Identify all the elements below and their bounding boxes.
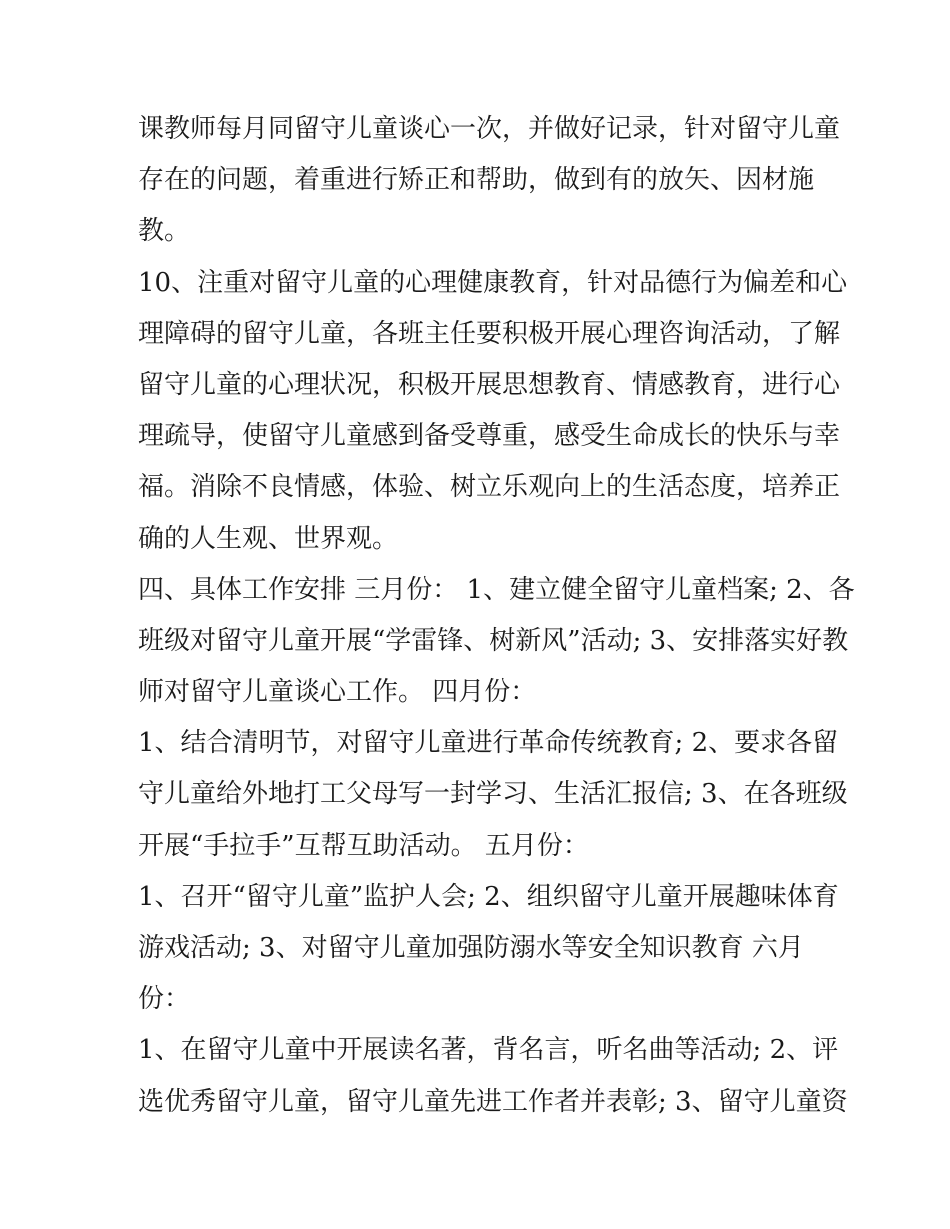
text-line-7: 理疏导，使留守儿童感到备受尊重，感受生命成长的快乐与幸 [138,421,841,452]
body-text [138,104,855,1128]
text-line-15: 开展“手拉手”互帮互助活动。 五月份： [138,830,589,861]
text-line-5: 理障碍的留守儿童，各班主任要积极开展心理咨询活动，了解 [138,318,841,349]
text-line-1: 课教师每月同留守儿童谈心一次，并做好记录，针对留守儿童 [138,114,841,144]
text-line-3: 教。 [138,216,191,247]
text-line-19: 1、在留守儿童中开展读名著，背名言，听名曲等活动; 2、评 [138,1035,839,1066]
text-line-14: 守儿童给外地打工父母写一封学习、生活汇报信; 3、在各班级 [138,779,848,810]
text-line-16: 1、召开“留守儿童”监护人会; 2、组织留守儿童开展趣味体育 [138,881,839,912]
text-line-9: 确的人生观、世界观。 [138,523,399,554]
text-line-13: 1、结合清明节，对留守儿童进行革命传统教育; 2、要求各留 [138,728,839,759]
text-line-6: 留守儿童的心理状况，积极开展思想教育、情感教育，进行心 [138,369,841,400]
text-line-12: 师对留守儿童谈心工作。 四月份： [138,677,537,708]
text-line-11: 班级对留守儿童开展“学雷锋、树新风”活动; 3、安排落实好教 [138,625,849,656]
text-line-10: 四、具体工作安排 三月份： 1、建立健全留守儿童档案; 2、各 [138,574,855,605]
text-line-2: 存在的问题，着重进行矫正和帮助，做到有的放矢、因材施 [138,165,815,196]
text-line-18: 份： [138,984,191,1015]
text-line-4: 10、注重对留守儿童的心理健康教育，针对品德行为偏差和心 [138,267,848,298]
text-line-20: 选优秀留守儿童，留守儿童先进工作者并表彰; 3、留守儿童资 [138,1086,848,1117]
text-line-8: 福。消除不良情感，体验、树立乐观向上的生活态度，培养正 [138,472,841,503]
text-line-17: 游戏活动; 3、对留守儿童加强防溺水等安全知识教育 六月 [138,933,804,963]
